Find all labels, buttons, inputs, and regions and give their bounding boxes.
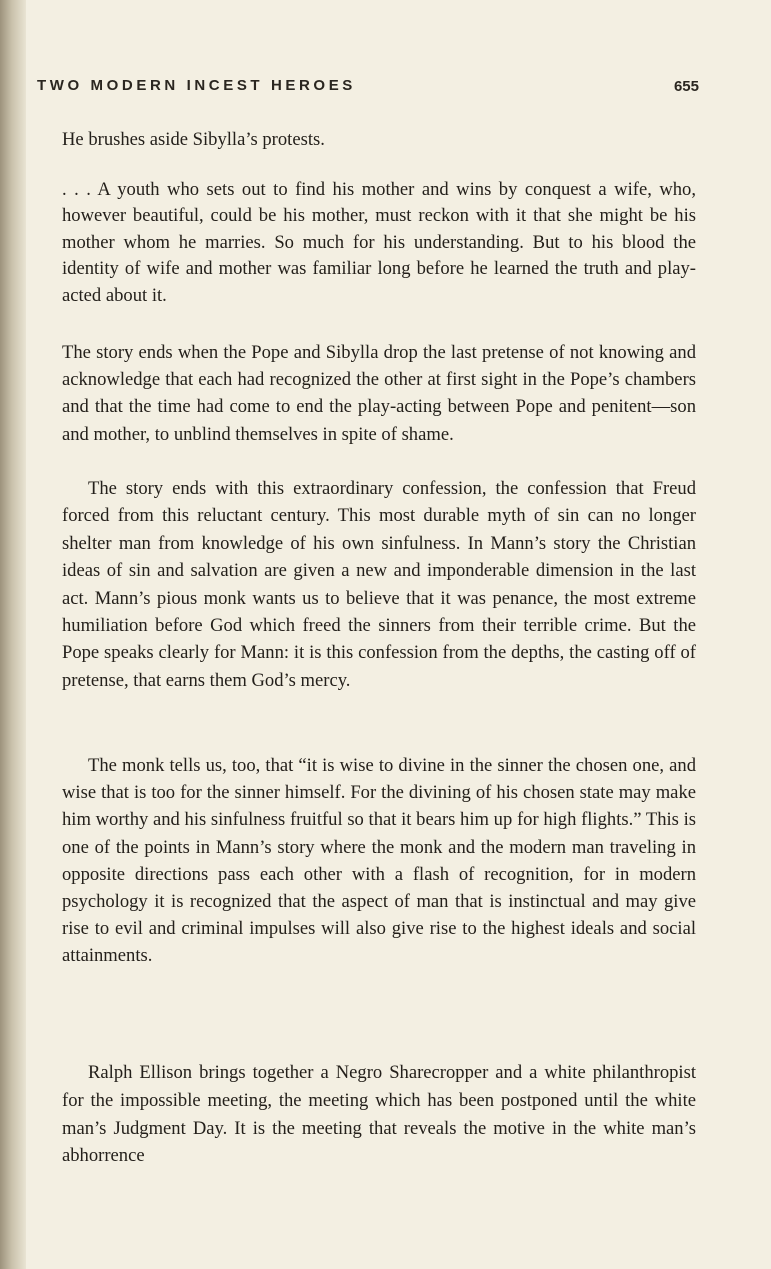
paragraph-ellison: Ralph Ellison brings together a Negro Sharecropper and a white philanthropist for the impossible meeting, the meeting which has been postponed until the white man’s Judgment Day. It is the meeting that reveals the motive in the white man’s abhorrence (62, 1062, 696, 1167)
running-title: TWO MODERN INCEST HEROES (37, 77, 356, 94)
running-head (37, 77, 699, 101)
page-number: 655 (673, 78, 699, 95)
block-quote: . . . A youth who sets out to find his mother and wins by conquest a wife, who, however beautiful, could be his mother, must reckon with it that she might be his mother whom he marries. So much for his understanding. But to his blood the identity of wife and mother was familiar long before he learned the truth and play-acted about it. (62, 179, 696, 306)
paragraph-monk: The monk tells us, too, that “it is wise to divine in the sinner the chosen one, and wise that is too for the sinner himself. For the divining of his chosen state may make him worthy and his sinfulness fruitful so that it bears him up for high flights.” This is one of the points in Mann’s story where the monk and the modern man traveling in opposite directions pass each other with a flash of recognition, for in modern psychology it is recognized that the aspect of man that is instinctual and may give rise to evil and criminal impulses will also give rise to the highest ideals and social attainments. (62, 755, 696, 967)
paragraph-confession: The story ends with this extraordinary confession, the confession that Freud forced from this reluctant century. This most durable myth of sin can no longer shelter man from knowledge of his own sinfulness. In Mann’s story the Christian ideas of sin and salvation are given a new and imponderable dimension in the last act. Mann’s pious monk wants us to believe that it was penance, the most extreme humiliation before God which freed the sinners from their terrible crime. But the Pope speaks clearly for Mann: it is this confession from the depths, the casting off of pretense, that earns them God’s mercy. (62, 478, 696, 691)
paragraph-intro: He brushes aside Sibylla’s protests. (62, 129, 325, 150)
paragraph-story-end: The story ends when the Pope and Sibylla drop the last pretense of not knowing and acknowledge that each had recognized the other at first sight in the Pope’s chambers and that the time had come to end the play-acting between Pope and penitent—son and mother, to unblind themselves in spite of shame. (62, 342, 696, 445)
